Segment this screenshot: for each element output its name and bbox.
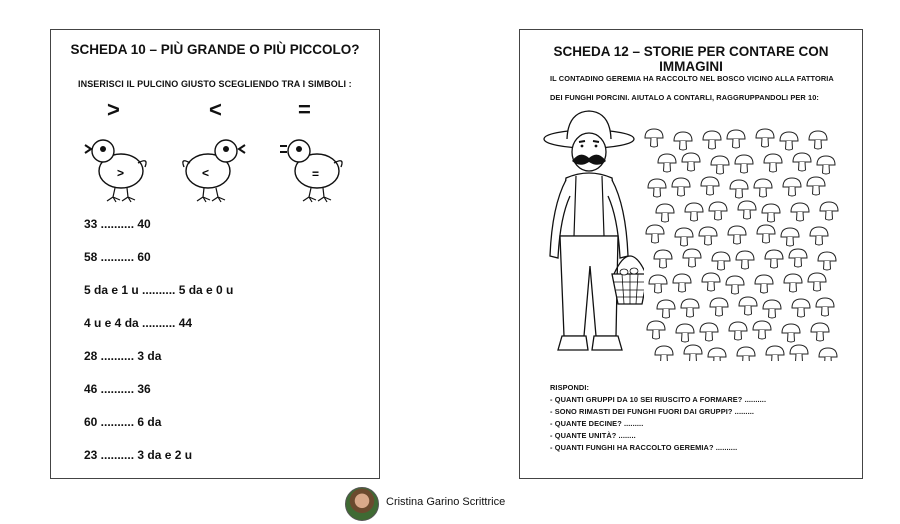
exercise-5: 28 .......... 3 da — [84, 349, 162, 363]
mushroom-icon — [657, 300, 675, 318]
mushroom-icon — [703, 131, 721, 149]
mushroom-icon — [739, 297, 757, 315]
chick-equal-icon — [279, 133, 349, 205]
worksheet-scheda-10 — [50, 29, 380, 479]
mushroom-icon — [658, 154, 676, 172]
mushroom-icon — [699, 227, 717, 245]
mushroom-icon — [649, 275, 667, 293]
symbol-equal: = — [298, 97, 311, 122]
svg-text:=: = — [312, 167, 320, 181]
mushroom-icon — [685, 203, 703, 221]
mushroom-icon — [656, 204, 674, 222]
svg-text:>: > — [117, 166, 125, 180]
chick-less-icon — [178, 133, 248, 205]
mushroom-icon — [729, 322, 747, 340]
mushroom-icon — [817, 156, 835, 174]
mushroom-icon — [700, 323, 718, 341]
mushroom-icon — [781, 228, 799, 246]
mushroom-icon — [791, 203, 809, 221]
chick-greater-icon — [83, 133, 153, 205]
mushroom-icon — [784, 274, 802, 292]
mushroom-icon — [737, 347, 755, 361]
mushroom-icon — [755, 275, 773, 293]
mushroom-icon — [702, 273, 720, 291]
mushroom-icon — [792, 299, 810, 317]
sheet-title: SCHEDA 12 – STORIE PER CONTARE CON IMMAGINI — [553, 44, 829, 74]
mushroom-icon — [738, 201, 756, 219]
question-4: - QUANTE UNITÀ? ........ — [550, 431, 636, 440]
instruction-line-1: IL CONTADINO GEREMIA HA RACCOLTO NEL BOSCO VICINO ALLA FATTORIA — [550, 74, 834, 83]
mushroom-icon — [673, 274, 691, 292]
mushroom-icon — [726, 276, 744, 294]
mushroom-icon — [684, 345, 702, 361]
mushroom-icon — [810, 227, 828, 245]
mushroom-icon — [765, 250, 783, 268]
question-3: - QUANTE DECINE? ......... — [550, 419, 644, 428]
question-2: - SONO RIMASTI DEI FUNGHI FUORI DAI GRUPPI? ......... — [550, 407, 755, 416]
mushroom-icon — [646, 225, 664, 243]
exercise-8: 23 .......... 3 da e 2 u — [84, 448, 193, 462]
exercise-4: 4 u e 4 da .......... 44 — [84, 316, 193, 330]
mushroom-icon — [655, 346, 673, 361]
mushroom-icon — [807, 177, 825, 195]
mushroom-icon — [736, 251, 754, 269]
mushroom-icon — [709, 202, 727, 220]
question-5: - QUANTI FUNGHI HA RACCOLTO GEREMIA? .......... — [550, 443, 738, 452]
exercise-1: 33 .......... 40 — [84, 217, 151, 231]
exercise-6: 46 .......... 36 — [84, 382, 151, 396]
worksheet-scheda-12 — [519, 29, 863, 479]
mushroom-icon — [728, 226, 746, 244]
mushroom-icon — [757, 225, 775, 243]
mushroom-icon — [819, 348, 837, 361]
mushroom-icon — [682, 153, 700, 171]
mushroom-icon — [789, 249, 807, 267]
mushroom-icon — [712, 252, 730, 270]
mushroom-icon — [647, 321, 665, 339]
mushroom-icon — [711, 156, 729, 174]
mushroom-icon — [681, 299, 699, 317]
answer-header: RISPONDI: — [550, 383, 590, 392]
mushroom-icon — [675, 228, 693, 246]
author-name: Cristina Garino Scrittrice — [386, 496, 506, 508]
symbol-less: < — [209, 97, 222, 122]
mushroom-icon — [808, 273, 826, 291]
mushroom-icon — [753, 321, 771, 339]
mushroom-icon — [654, 250, 672, 268]
symbol-greater: > — [107, 97, 120, 122]
mushroom-icon — [683, 249, 701, 267]
mushroom-icon — [816, 298, 834, 316]
exercise-7: 60 .......... 6 da — [84, 415, 162, 429]
exercise-2: 58 .......... 60 — [84, 250, 151, 264]
mushroom-icon — [710, 298, 728, 316]
sheet-title: SCHEDA 10 – PIÙ GRANDE O PIÙ PICCOLO? — [70, 42, 360, 57]
mushroom-icon — [674, 132, 692, 150]
mushroom-icon — [730, 180, 748, 198]
instruction-line-2: DEI FUNGHI PORCINI. AIUTALO A CONTARLI, RAGGRUPPANDOLI PER 10: — [550, 93, 819, 102]
mushroom-icon — [780, 132, 798, 150]
svg-text:<: < — [202, 166, 210, 180]
mushroom-icon — [754, 179, 772, 197]
mushroom-field — [644, 125, 840, 361]
mushroom-icon — [672, 178, 690, 196]
mushroom-icon — [790, 345, 808, 361]
sheet-instruction: INSERISCI IL PULCINO GIUSTO SCEGLIENDO TRA I SIMBOLI : — [78, 79, 352, 89]
mushroom-icon — [783, 178, 801, 196]
question-1: - QUANTI GRUPPI DA 10 SEI RIUSCITO A FORMARE? .......... — [550, 395, 767, 404]
mushroom-icon — [766, 346, 784, 361]
mushroom-icon — [793, 153, 811, 171]
exercise-3: 5 da e 1 u .......... 5 da e 0 u — [84, 283, 234, 297]
mushroom-icon — [811, 323, 829, 341]
mushroom-icon — [708, 348, 726, 361]
farmer-geremia-illustration — [534, 106, 644, 368]
mushroom-icon — [735, 155, 753, 173]
mushroom-icon — [676, 324, 694, 342]
author-avatar — [345, 487, 379, 521]
mushroom-icon — [818, 252, 836, 270]
mushroom-icon — [762, 204, 780, 222]
mushroom-icon — [782, 324, 800, 342]
mushroom-icon — [727, 130, 745, 148]
mushroom-icon — [645, 129, 663, 147]
mushroom-icon — [763, 300, 781, 318]
mushroom-icon — [756, 129, 774, 147]
mushroom-icon — [809, 131, 827, 149]
author-footer — [340, 485, 600, 521]
mushroom-icon — [701, 177, 719, 195]
mushroom-icon — [648, 179, 666, 197]
mushroom-icon — [820, 202, 838, 220]
mushroom-icon — [764, 154, 782, 172]
